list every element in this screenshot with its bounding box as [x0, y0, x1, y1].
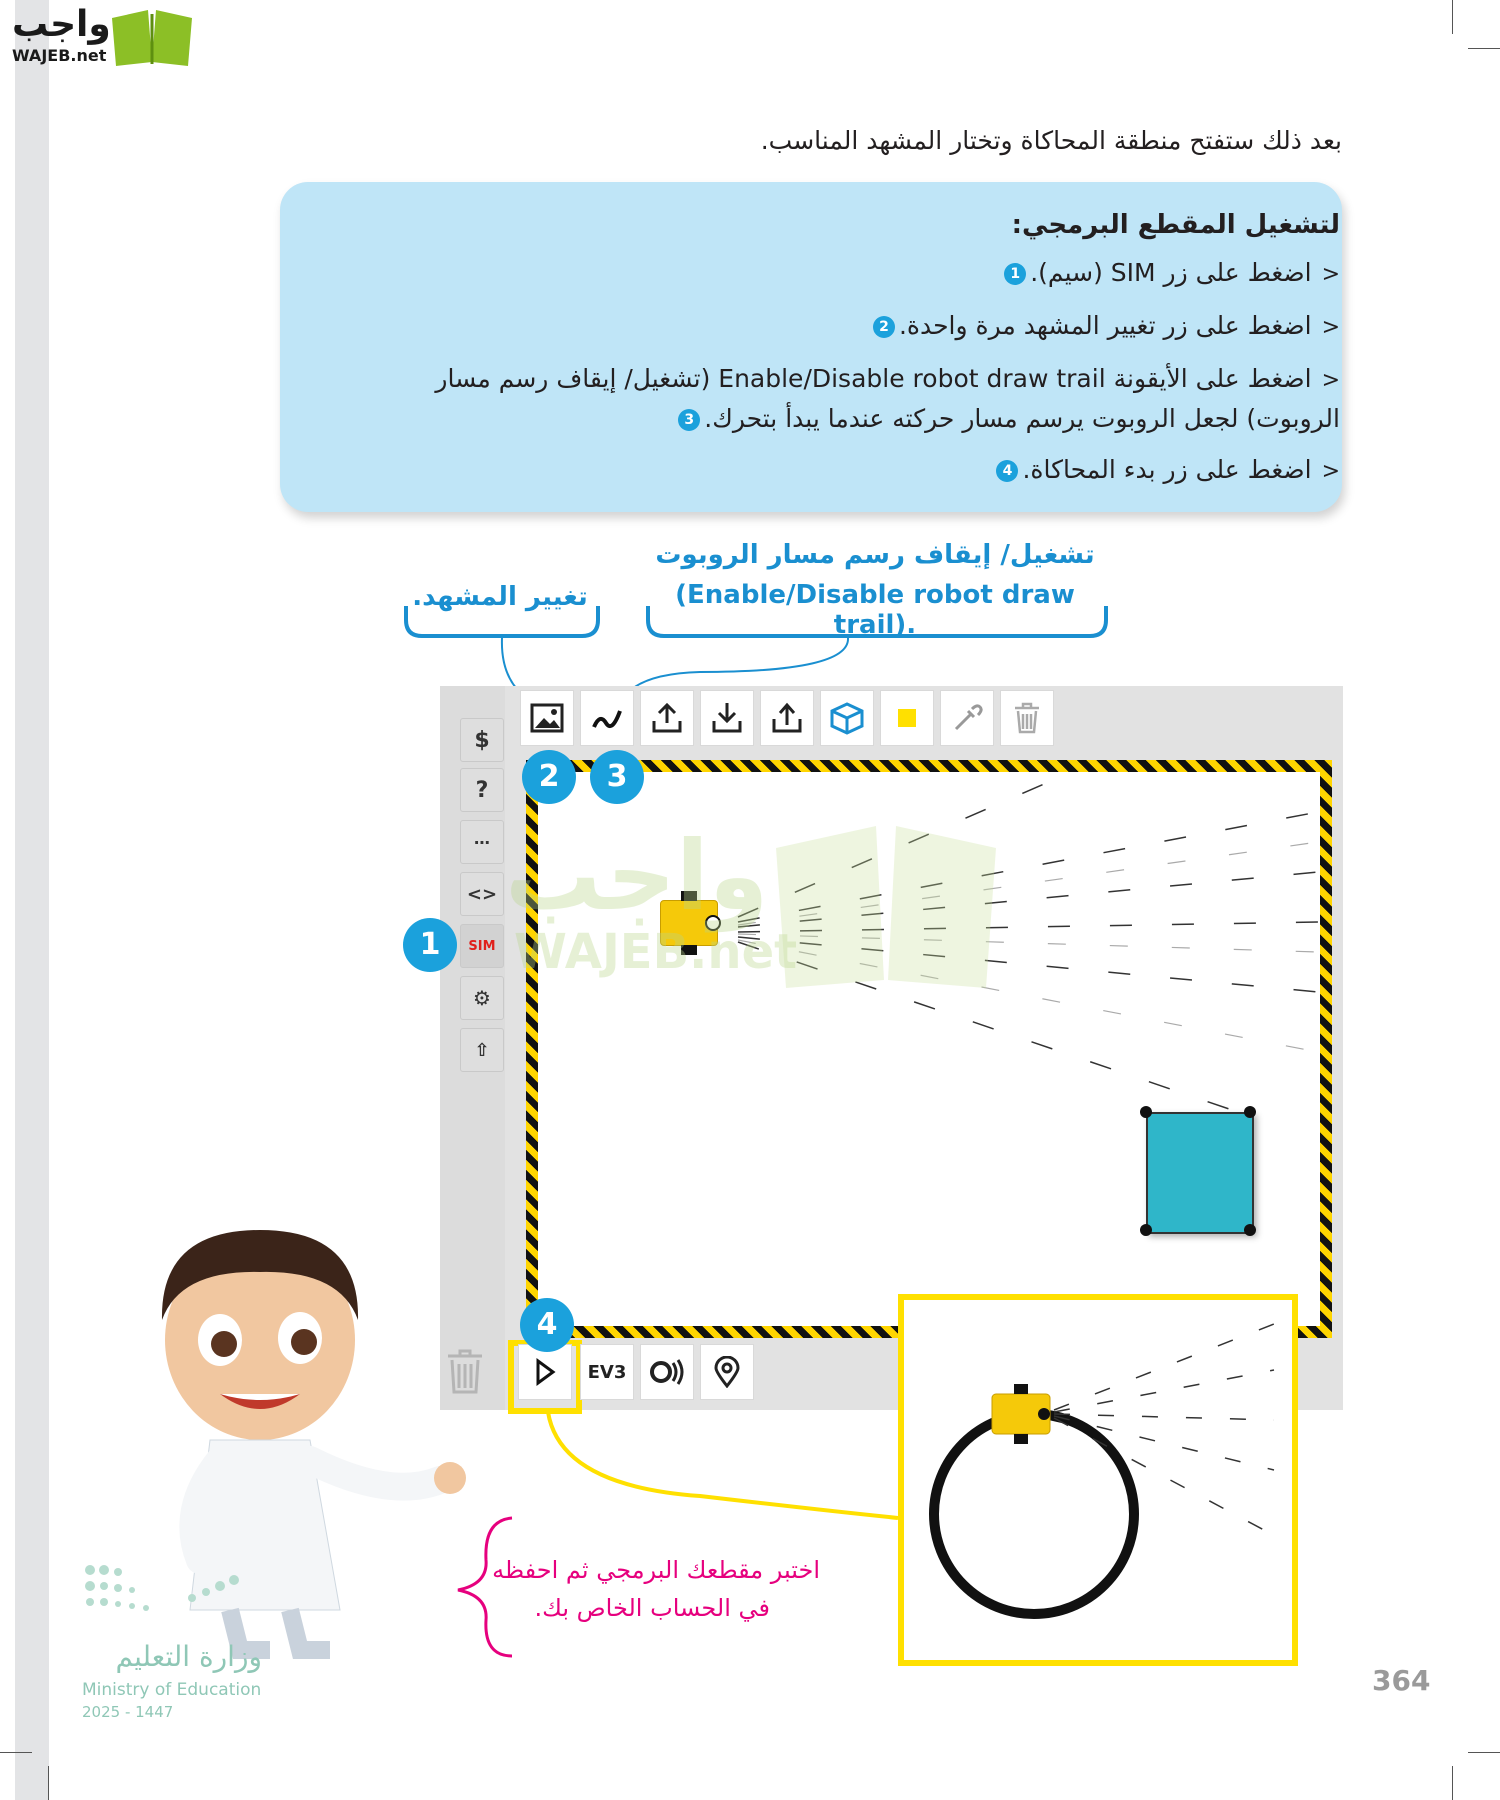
ev3-button[interactable]: EV3	[580, 1344, 634, 1400]
sidebar-help-button[interactable]: ?	[460, 768, 504, 812]
sound-button[interactable]	[640, 1344, 694, 1400]
export-button[interactable]	[760, 690, 814, 746]
3d-view-button[interactable]	[820, 690, 874, 746]
trail-icon	[590, 703, 624, 733]
watermark-latin: WAJEB.net	[514, 924, 798, 980]
chevron-icon: <	[1321, 315, 1340, 340]
sidebar-console-button[interactable]: ⋯	[460, 820, 504, 864]
eyedropper-icon	[950, 701, 984, 735]
color-picker-button[interactable]	[940, 690, 994, 746]
resize-handle[interactable]	[1244, 1106, 1256, 1118]
intro-text: بعد ذلك ستفتح منطقة المحاكاة وتختار المشهد المناسب.	[760, 126, 1342, 155]
image-icon	[530, 703, 564, 733]
inset-scene	[904, 1300, 1292, 1660]
pin-badge-3: 3	[590, 750, 644, 804]
info-step-3: <اضغط على الأيقونة Enable/Disable robot draw trail (تشغيل/ إيقاف رسم مسار الروبوت) لجعل الروبوت يرسم مسار حركته عندما يبدأ بتحرك.3	[435, 364, 1340, 433]
upload-button[interactable]	[640, 690, 694, 746]
callout-draw-trail-ar: تشغيل/ إيقاف رسم مسار الروبوت	[655, 540, 1095, 570]
ministry-year: 2025 - 1447	[82, 1703, 174, 1721]
pin-badge-4: 4	[520, 1298, 574, 1352]
step-badge: 4	[996, 460, 1018, 482]
watermark-arabic: واجب	[505, 820, 769, 932]
chevron-icon: <	[1321, 459, 1340, 484]
info-step-4: <اضغط على زر بدء المحاكاة.4	[340, 451, 1340, 491]
callout-change-scene: تغيير المشهد.	[412, 582, 588, 612]
export-icon	[770, 701, 804, 735]
trash-icon	[1011, 701, 1043, 735]
scene-block[interactable]	[1146, 1112, 1254, 1234]
location-pin-icon	[714, 1356, 740, 1388]
step-badge: 3	[678, 409, 700, 431]
draw-trail-button[interactable]	[580, 690, 634, 746]
color-button[interactable]	[880, 690, 934, 746]
upload-icon	[650, 701, 684, 735]
pin-badge-2: 2	[522, 750, 576, 804]
resize-handle[interactable]	[1140, 1224, 1152, 1236]
resize-handle[interactable]	[1244, 1224, 1256, 1236]
start-simulation-button[interactable]	[518, 1344, 572, 1400]
info-step-2: <اضغط على زر تغيير المشهد مرة واحدة.2	[340, 307, 1340, 347]
callout-draw-trail-en: (Enable/Disable robot draw trail).	[675, 580, 1075, 640]
brand-logo-latin: WAJEB.net	[12, 46, 107, 65]
info-box-title: لتشغيل المقطع البرمجي:	[1011, 210, 1340, 240]
pin-badge-1: 1	[403, 918, 457, 972]
location-button[interactable]	[700, 1344, 754, 1400]
sound-icon	[649, 1357, 685, 1387]
step-badge: 2	[873, 316, 895, 338]
change-scene-button[interactable]	[520, 690, 574, 746]
ministry-name-ar: وزارة التعليم	[115, 1640, 262, 1673]
resize-handle[interactable]	[1140, 1106, 1152, 1118]
ministry-name-en: Ministry of Education	[82, 1680, 262, 1700]
chevron-icon: <	[1321, 368, 1340, 393]
cube-icon	[829, 701, 865, 735]
sidebar-feedback-button[interactable]: ⇧	[460, 1028, 504, 1072]
info-step-1: <اضغط على زر SIM (سيم).1	[340, 254, 1340, 294]
pink-note-line-2: في الحساب الخاص بك.	[534, 1594, 770, 1622]
color-swatch-icon	[898, 709, 916, 727]
sidebar-debug-button[interactable]: ⚙	[460, 976, 504, 1020]
sidebar-sim-button[interactable]: SIM	[460, 924, 504, 968]
step-badge: 1	[1004, 263, 1026, 285]
delete-object-button[interactable]	[1000, 690, 1054, 746]
brand-logo-arabic: واجب	[12, 4, 111, 45]
sidebar-variables-button[interactable]: $	[460, 718, 504, 762]
play-icon	[533, 1358, 557, 1386]
chevron-icon: <	[1321, 262, 1340, 287]
page-number: 364	[1372, 1664, 1431, 1697]
download-button[interactable]	[700, 690, 754, 746]
pink-note-line-1: اختبر مقطعك البرمجي ثم احفظه	[492, 1556, 820, 1584]
watermark-book-icon	[776, 818, 996, 988]
download-icon	[710, 701, 744, 735]
ministry-dots-logo	[82, 1558, 262, 1628]
sidebar-code-button[interactable]: <>	[460, 872, 504, 916]
